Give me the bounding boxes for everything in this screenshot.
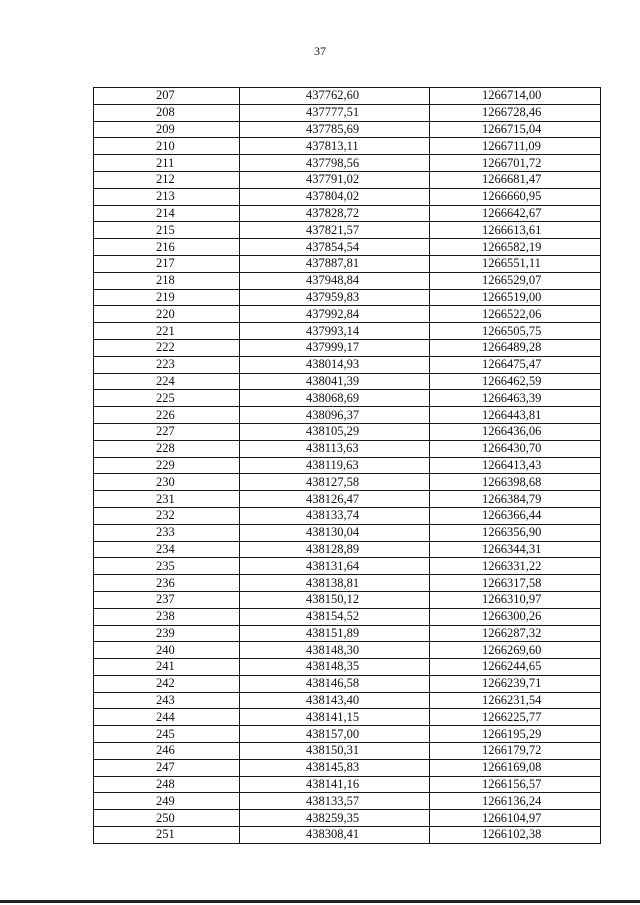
table-row xyxy=(94,239,601,256)
table-row xyxy=(94,642,601,659)
x-coordinate-cell: 437777,51 xyxy=(240,104,430,121)
point-number-cell: 229 xyxy=(94,457,240,474)
point-number-cell: 226 xyxy=(94,407,240,424)
table-row xyxy=(94,423,601,440)
x-coordinate-cell: 438141,15 xyxy=(240,709,430,726)
table-row xyxy=(94,541,601,558)
x-coordinate-cell: 438138,81 xyxy=(240,575,430,592)
y-coordinate-cell: 1266436,06 xyxy=(430,423,601,440)
y-coordinate-cell: 1266660,95 xyxy=(430,188,601,205)
point-number-cell: 223 xyxy=(94,356,240,373)
x-coordinate-cell: 438259,35 xyxy=(240,810,430,827)
x-coordinate-cell: 438131,64 xyxy=(240,558,430,575)
x-coordinate-cell: 437992,84 xyxy=(240,306,430,323)
point-number-cell: 239 xyxy=(94,625,240,642)
point-number-cell: 236 xyxy=(94,575,240,592)
point-number-cell: 228 xyxy=(94,440,240,457)
point-number-cell: 224 xyxy=(94,373,240,390)
x-coordinate-cell: 438130,04 xyxy=(240,524,430,541)
x-coordinate-cell: 438068,69 xyxy=(240,390,430,407)
x-coordinate-cell: 437993,14 xyxy=(240,323,430,340)
point-number-cell: 221 xyxy=(94,323,240,340)
y-coordinate-cell: 1266225,77 xyxy=(430,709,601,726)
point-number-cell: 217 xyxy=(94,255,240,272)
point-number-cell: 246 xyxy=(94,743,240,760)
y-coordinate-cell: 1266179,72 xyxy=(430,743,601,760)
table-row xyxy=(94,507,601,524)
x-coordinate-cell: 437813,11 xyxy=(240,138,430,155)
table-row xyxy=(94,726,601,743)
table-row xyxy=(94,608,601,625)
table-row xyxy=(94,205,601,222)
x-coordinate-cell: 437821,57 xyxy=(240,222,430,239)
x-coordinate-cell: 438128,89 xyxy=(240,541,430,558)
y-coordinate-cell: 1266156,57 xyxy=(430,776,601,793)
y-coordinate-cell: 1266489,28 xyxy=(430,339,601,356)
table-row xyxy=(94,491,601,508)
x-coordinate-cell: 437828,72 xyxy=(240,205,430,222)
y-coordinate-cell: 1266102,38 xyxy=(430,827,601,844)
x-coordinate-cell: 437948,84 xyxy=(240,272,430,289)
x-coordinate-cell: 438157,00 xyxy=(240,726,430,743)
y-coordinate-cell: 1266239,71 xyxy=(430,675,601,692)
y-coordinate-cell: 1266714,00 xyxy=(430,88,601,105)
x-coordinate-cell: 438133,74 xyxy=(240,507,430,524)
x-coordinate-cell: 438151,89 xyxy=(240,625,430,642)
point-number-cell: 235 xyxy=(94,558,240,575)
table-row xyxy=(94,255,601,272)
x-coordinate-cell: 437854,54 xyxy=(240,239,430,256)
y-coordinate-cell: 1266169,08 xyxy=(430,759,601,776)
point-number-cell: 216 xyxy=(94,239,240,256)
x-coordinate-cell: 438126,47 xyxy=(240,491,430,508)
table-row xyxy=(94,373,601,390)
table-row xyxy=(94,88,601,105)
x-coordinate-cell: 438141,16 xyxy=(240,776,430,793)
table-row xyxy=(94,709,601,726)
y-coordinate-cell: 1266344,31 xyxy=(430,541,601,558)
table-row xyxy=(94,440,601,457)
x-coordinate-cell: 437798,56 xyxy=(240,155,430,172)
table-row xyxy=(94,743,601,760)
point-number-cell: 250 xyxy=(94,810,240,827)
point-number-cell: 244 xyxy=(94,709,240,726)
point-number-cell: 231 xyxy=(94,491,240,508)
point-number-cell: 233 xyxy=(94,524,240,541)
point-number-cell: 210 xyxy=(94,138,240,155)
y-coordinate-cell: 1266582,19 xyxy=(430,239,601,256)
y-coordinate-cell: 1266104,97 xyxy=(430,810,601,827)
table-row xyxy=(94,306,601,323)
point-number-cell: 249 xyxy=(94,793,240,810)
coordinates-table xyxy=(93,87,601,844)
point-number-cell: 248 xyxy=(94,776,240,793)
y-coordinate-cell: 1266522,06 xyxy=(430,306,601,323)
table-row xyxy=(94,104,601,121)
x-coordinate-cell: 437791,02 xyxy=(240,171,430,188)
y-coordinate-cell: 1266287,32 xyxy=(430,625,601,642)
point-number-cell: 238 xyxy=(94,608,240,625)
table-row xyxy=(94,155,601,172)
point-number-cell: 225 xyxy=(94,390,240,407)
point-number-cell: 215 xyxy=(94,222,240,239)
x-coordinate-cell: 438113,63 xyxy=(240,440,430,457)
point-number-cell: 232 xyxy=(94,507,240,524)
point-number-cell: 220 xyxy=(94,306,240,323)
y-coordinate-cell: 1266231,54 xyxy=(430,692,601,709)
table-row xyxy=(94,776,601,793)
point-number-cell: 222 xyxy=(94,339,240,356)
coordinates-table-body xyxy=(94,88,601,844)
point-number-cell: 213 xyxy=(94,188,240,205)
table-row xyxy=(94,558,601,575)
y-coordinate-cell: 1266317,58 xyxy=(430,575,601,592)
x-coordinate-cell: 438014,93 xyxy=(240,356,430,373)
y-coordinate-cell: 1266519,00 xyxy=(430,289,601,306)
x-coordinate-cell: 438145,83 xyxy=(240,759,430,776)
point-number-cell: 243 xyxy=(94,692,240,709)
table-row xyxy=(94,659,601,676)
y-coordinate-cell: 1266300,26 xyxy=(430,608,601,625)
point-number-cell: 241 xyxy=(94,659,240,676)
y-coordinate-cell: 1266463,39 xyxy=(430,390,601,407)
table-row xyxy=(94,407,601,424)
page-bottom-rule xyxy=(0,900,640,903)
point-number-cell: 212 xyxy=(94,171,240,188)
x-coordinate-cell: 438150,31 xyxy=(240,743,430,760)
x-coordinate-cell: 438308,41 xyxy=(240,827,430,844)
y-coordinate-cell: 1266244,65 xyxy=(430,659,601,676)
point-number-cell: 240 xyxy=(94,642,240,659)
table-row xyxy=(94,591,601,608)
point-number-cell: 209 xyxy=(94,121,240,138)
y-coordinate-cell: 1266711,09 xyxy=(430,138,601,155)
table-row xyxy=(94,675,601,692)
x-coordinate-cell: 438133,57 xyxy=(240,793,430,810)
y-coordinate-cell: 1266136,24 xyxy=(430,793,601,810)
table-row xyxy=(94,759,601,776)
table-row xyxy=(94,121,601,138)
y-coordinate-cell: 1266384,79 xyxy=(430,491,601,508)
table-row xyxy=(94,390,601,407)
table-row xyxy=(94,524,601,541)
point-number-cell: 227 xyxy=(94,423,240,440)
y-coordinate-cell: 1266398,68 xyxy=(430,474,601,491)
x-coordinate-cell: 438146,58 xyxy=(240,675,430,692)
y-coordinate-cell: 1266195,29 xyxy=(430,726,601,743)
table-row xyxy=(94,575,601,592)
table-row xyxy=(94,457,601,474)
x-coordinate-cell: 438105,29 xyxy=(240,423,430,440)
x-coordinate-cell: 437999,17 xyxy=(240,339,430,356)
x-coordinate-cell: 437959,83 xyxy=(240,289,430,306)
y-coordinate-cell: 1266430,70 xyxy=(430,440,601,457)
point-number-cell: 245 xyxy=(94,726,240,743)
y-coordinate-cell: 1266529,07 xyxy=(430,272,601,289)
y-coordinate-cell: 1266443,81 xyxy=(430,407,601,424)
x-coordinate-cell: 437804,02 xyxy=(240,188,430,205)
y-coordinate-cell: 1266728,46 xyxy=(430,104,601,121)
point-number-cell: 242 xyxy=(94,675,240,692)
y-coordinate-cell: 1266551,11 xyxy=(430,255,601,272)
x-coordinate-cell: 437785,69 xyxy=(240,121,430,138)
point-number-cell: 208 xyxy=(94,104,240,121)
y-coordinate-cell: 1266331,22 xyxy=(430,558,601,575)
x-coordinate-cell: 438148,30 xyxy=(240,642,430,659)
point-number-cell: 234 xyxy=(94,541,240,558)
point-number-cell: 230 xyxy=(94,474,240,491)
x-coordinate-cell: 438150,12 xyxy=(240,591,430,608)
page-number: 37 xyxy=(314,44,326,58)
y-coordinate-cell: 1266642,67 xyxy=(430,205,601,222)
table-row xyxy=(94,171,601,188)
x-coordinate-cell: 438041,39 xyxy=(240,373,430,390)
y-coordinate-cell: 1266681,47 xyxy=(430,171,601,188)
table-row xyxy=(94,692,601,709)
y-coordinate-cell: 1266310,97 xyxy=(430,591,601,608)
point-number-cell: 211 xyxy=(94,155,240,172)
x-coordinate-cell: 438096,37 xyxy=(240,407,430,424)
table-row xyxy=(94,827,601,844)
table-row xyxy=(94,793,601,810)
point-number-cell: 251 xyxy=(94,827,240,844)
table-row xyxy=(94,289,601,306)
y-coordinate-cell: 1266269,60 xyxy=(430,642,601,659)
table-row xyxy=(94,188,601,205)
x-coordinate-cell: 437762,60 xyxy=(240,88,430,105)
point-number-cell: 207 xyxy=(94,88,240,105)
point-number-cell: 218 xyxy=(94,272,240,289)
y-coordinate-cell: 1266475,47 xyxy=(430,356,601,373)
point-number-cell: 247 xyxy=(94,759,240,776)
y-coordinate-cell: 1266613,61 xyxy=(430,222,601,239)
table-row xyxy=(94,323,601,340)
table-row xyxy=(94,356,601,373)
x-coordinate-cell: 438127,58 xyxy=(240,474,430,491)
x-coordinate-cell: 437887,81 xyxy=(240,255,430,272)
x-coordinate-cell: 438154,52 xyxy=(240,608,430,625)
table-row xyxy=(94,810,601,827)
point-number-cell: 219 xyxy=(94,289,240,306)
y-coordinate-cell: 1266462,59 xyxy=(430,373,601,390)
y-coordinate-cell: 1266701,72 xyxy=(430,155,601,172)
y-coordinate-cell: 1266366,44 xyxy=(430,507,601,524)
table-row xyxy=(94,272,601,289)
y-coordinate-cell: 1266413,43 xyxy=(430,457,601,474)
y-coordinate-cell: 1266356,90 xyxy=(430,524,601,541)
point-number-cell: 214 xyxy=(94,205,240,222)
point-number-cell: 237 xyxy=(94,591,240,608)
table-row xyxy=(94,474,601,491)
y-coordinate-cell: 1266505,75 xyxy=(430,323,601,340)
table-row xyxy=(94,222,601,239)
y-coordinate-cell: 1266715,04 xyxy=(430,121,601,138)
table-row xyxy=(94,138,601,155)
table-row xyxy=(94,339,601,356)
x-coordinate-cell: 438119,63 xyxy=(240,457,430,474)
table-row xyxy=(94,625,601,642)
x-coordinate-cell: 438148,35 xyxy=(240,659,430,676)
x-coordinate-cell: 438143,40 xyxy=(240,692,430,709)
